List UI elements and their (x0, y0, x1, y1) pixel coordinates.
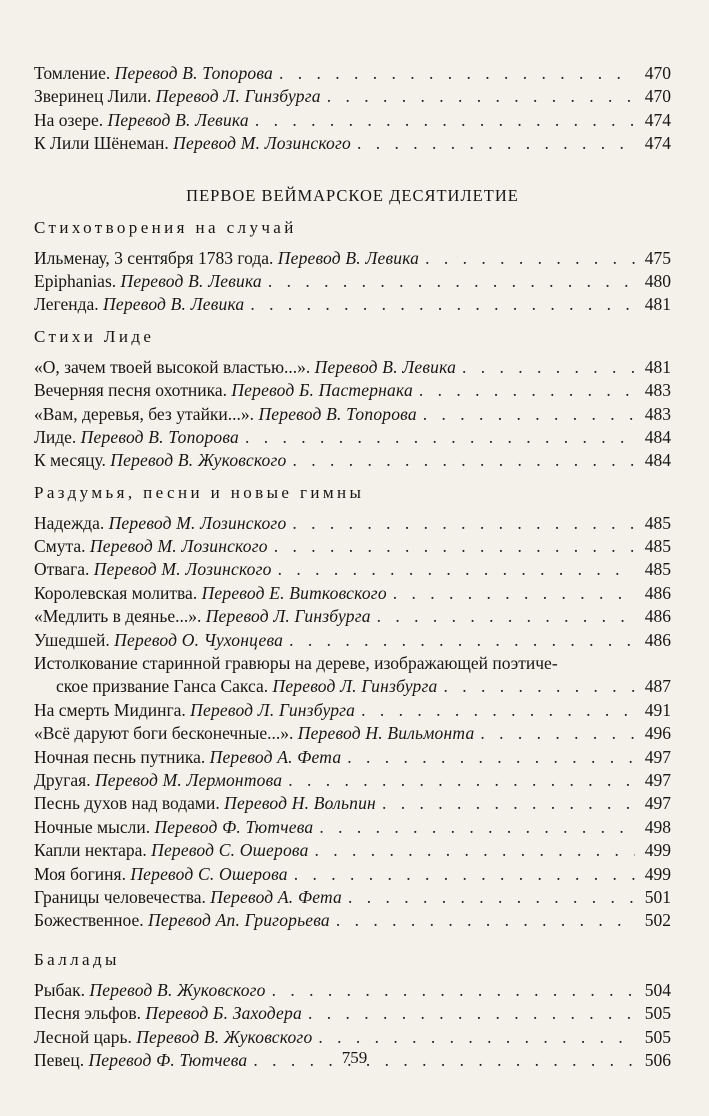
entry-page-number: 497 (644, 769, 671, 790)
section-heading: Стихотворения на случай (34, 217, 297, 237)
dot-leader (308, 1002, 635, 1025)
dot-leader (288, 769, 635, 792)
entry-page-number: 484 (644, 426, 671, 447)
dot-leader (279, 62, 635, 85)
toc-entry (34, 1002, 671, 1025)
entry-translator: Перевод Б. Заходера (145, 1003, 302, 1024)
entry-title: Отвага. (34, 559, 90, 580)
toc-entry (34, 839, 671, 862)
entry-translator: Перевод Л. Гинзбурга (205, 606, 371, 627)
dot-leader (294, 863, 635, 886)
dot-leader (292, 449, 635, 472)
section-heading: Раздумья, песни и новые гимны (34, 482, 365, 502)
dot-leader (250, 293, 635, 316)
entry-page-number: 502 (644, 910, 671, 931)
entry-translator: Перевод Л. Гинзбурга (190, 699, 356, 720)
toc-entry (34, 270, 671, 293)
dot-leader (318, 1026, 635, 1049)
entry-title: «Всё даруют боги бесконечные...». (34, 723, 294, 744)
toc-entry (34, 132, 671, 155)
toc-entry (34, 979, 671, 1002)
entry-translator: Перевод О. Чухонцева (114, 629, 284, 650)
dot-leader (382, 792, 635, 815)
dot-leader (419, 379, 635, 402)
entry-title-line1: Истолкование старинной гравюры на дереве, изображающей поэтиче- (34, 653, 558, 674)
dot-leader (315, 839, 635, 862)
entry-page-number: 485 (644, 559, 671, 580)
entry-title: «О, зачем твоей высокой властью...». (34, 356, 311, 377)
toc-entry-list-top (34, 62, 671, 156)
page-number: 759 (341, 1048, 368, 1067)
part-title: ПЕРВОЕ ВЕЙМАРСКОЕ ДЕСЯТИЛЕТИЕ (186, 185, 519, 205)
toc-entry (34, 863, 671, 886)
entry-translator: Перевод А. Фета (209, 746, 342, 767)
entry-page-number: 505 (644, 1026, 671, 1047)
dot-leader (347, 746, 635, 769)
entry-title: ское призвание Ганса Сакса. (56, 676, 269, 697)
entry-translator: Перевод Е. Витковского (201, 582, 387, 603)
toc-entry (34, 62, 671, 85)
entry-page-number: 483 (644, 380, 671, 401)
dot-leader (361, 699, 635, 722)
entry-title: Певец. (34, 1049, 85, 1070)
entry-translator: Перевод В. Жуковского (136, 1026, 313, 1047)
toc-entry (34, 247, 671, 270)
entry-title: Ночные мысли. (34, 816, 151, 837)
entry-title: Epiphanias. (34, 270, 117, 291)
entry-page-number: 475 (644, 247, 671, 268)
entry-title: Песнь духов над водами. (34, 793, 220, 814)
toc-entry-long-line1 (34, 652, 671, 675)
toc-entry (34, 535, 671, 558)
entry-translator: Перевод В. Топорова (114, 63, 273, 83)
dot-leader (480, 722, 635, 745)
entry-page-number: 486 (644, 606, 671, 627)
toc-entry (34, 512, 671, 535)
entry-translator: Перевод В. Левика (120, 270, 262, 291)
dot-leader (274, 535, 635, 558)
dot-leader (377, 605, 635, 628)
entry-page-number: 491 (644, 699, 671, 720)
toc-entry (34, 769, 671, 792)
dot-leader (255, 109, 635, 132)
entry-translator: Перевод Б. Пастернака (231, 380, 413, 401)
toc-entry (34, 109, 671, 132)
entry-title: Королевская молитва. (34, 582, 198, 603)
dot-leader (245, 426, 635, 449)
entry-page-number: 485 (644, 536, 671, 557)
dot-leader (272, 979, 635, 1002)
dot-leader (423, 403, 635, 426)
entry-translator: Перевод В. Левика (277, 247, 420, 268)
dot-leader (327, 85, 635, 108)
dot-leader (348, 886, 635, 909)
dot-leader (393, 582, 635, 605)
dot-leader (289, 629, 635, 652)
entry-title: Надежда. (34, 512, 105, 533)
toc-entry (34, 449, 671, 472)
entry-title: «Вам, деревья, без утайки...». (34, 403, 255, 424)
entry-page-number: 481 (644, 294, 671, 315)
entry-title: Ильменау, 3 сентября 1783 года. (34, 247, 274, 268)
toc-entry (34, 909, 671, 932)
entry-title: Зверинец Лили. (34, 86, 152, 107)
dot-leader (319, 816, 635, 839)
entry-page-number: 481 (644, 356, 671, 377)
entry-translator: Перевод М. Лозинского (93, 559, 272, 580)
toc-entry (34, 558, 671, 581)
entry-title: Ночная песнь путника. (34, 746, 206, 767)
entry-title: К месяцу. (34, 450, 106, 471)
entry-page-number: 506 (644, 1049, 671, 1070)
entry-page-number: 484 (644, 450, 671, 471)
entry-page-number: 480 (644, 270, 671, 291)
toc-entry (34, 293, 671, 316)
entry-translator: Перевод М. Лермонтова (94, 769, 283, 790)
toc-entry (34, 426, 671, 449)
toc-entry (34, 816, 671, 839)
entry-translator: Перевод В. Топорова (258, 403, 417, 424)
entry-page-number: 485 (644, 512, 671, 533)
toc-entry (34, 85, 671, 108)
dot-leader (278, 558, 635, 581)
toc-entry (34, 403, 671, 426)
toc-entry (34, 356, 671, 379)
entry-title: Вечерняя песня охотника. (34, 380, 227, 401)
entry-translator: Перевод Ф. Тютчева (154, 816, 314, 837)
entry-translator: Перевод В. Левика (107, 109, 249, 130)
entry-translator: Перевод В. Левика (103, 294, 245, 315)
entry-page-number: 499 (644, 863, 671, 884)
entry-page-number: 474 (644, 133, 671, 154)
dot-leader (443, 675, 635, 698)
entry-translator: Перевод Ап. Григорьева (147, 910, 330, 931)
entry-translator: Перевод С. Ошерова (151, 840, 309, 861)
entry-title: Капли нектара. (34, 840, 147, 861)
toc-entry (34, 886, 671, 909)
entry-title: Ушедшей. (34, 629, 110, 650)
entry-translator: Перевод Л. Гинзбурга (272, 676, 438, 697)
toc-entry-list (34, 356, 671, 473)
entry-page-number: 497 (644, 793, 671, 814)
toc-entry (34, 379, 671, 402)
entry-page-number: 474 (644, 109, 671, 130)
entry-title: Границы человечества. (34, 886, 206, 907)
entry-page-number: 487 (644, 676, 671, 697)
section-heading: Баллады (34, 949, 120, 969)
dot-leader (268, 270, 635, 293)
dot-leader (357, 132, 635, 155)
entry-title: Лиде. (34, 426, 77, 447)
entry-title: Божественное. (34, 910, 144, 931)
entry-title: Легенда. (34, 294, 99, 315)
entry-title: Рыбак. (34, 979, 86, 1000)
toc-entry (34, 582, 671, 605)
entry-page-number: 504 (644, 979, 671, 1000)
toc-entry (34, 792, 671, 815)
entry-title: Песня эльфов. (34, 1003, 142, 1024)
entry-translator: Перевод А. Фета (210, 886, 342, 907)
entry-page-number: 470 (644, 63, 671, 83)
toc-entry (34, 722, 671, 745)
toc-entry-list (34, 247, 671, 317)
entry-page-number: 498 (644, 816, 671, 837)
entry-page-number: 497 (644, 746, 671, 767)
entry-translator: Перевод М. Лозинского (89, 536, 268, 557)
entry-translator: Перевод М. Лозинского (108, 512, 287, 533)
entry-page-number: 470 (644, 86, 671, 107)
toc-entry (34, 1026, 671, 1049)
toc-entry-long-line2 (34, 675, 671, 698)
toc-entry (34, 605, 671, 628)
entry-translator: Перевод Н. Вольпин (224, 793, 376, 814)
entry-title: Другая. (34, 769, 91, 790)
dot-leader (462, 356, 635, 379)
dot-leader (425, 247, 635, 270)
entry-title: К Лили Шёнеман. (34, 133, 169, 154)
dot-leader (336, 909, 635, 932)
toc-entry (34, 629, 671, 652)
entry-translator: Перевод Н. Вильмонта (297, 723, 475, 744)
entry-page-number: 496 (644, 723, 671, 744)
entry-translator: Перевод Ф. Тютчева (88, 1049, 248, 1070)
entry-title: Смута. (34, 536, 86, 557)
entry-page-number: 505 (644, 1003, 671, 1024)
entry-title: «Медлить в деянье...». (34, 606, 202, 627)
dot-leader (292, 512, 635, 535)
toc-entry-list (34, 512, 671, 933)
entry-title: На озере. (34, 109, 104, 130)
toc-entry (34, 746, 671, 769)
entry-translator: Перевод В. Жуковского (89, 979, 266, 1000)
entry-page-number: 486 (644, 582, 671, 603)
toc-page (34, 62, 671, 1072)
toc-entry (34, 699, 671, 722)
entry-translator: Перевод В. Топорова (80, 426, 240, 447)
entry-title: Томление. (34, 63, 111, 83)
entry-translator: Перевод С. Ошерова (130, 863, 288, 884)
entry-translator: Перевод В. Жуковского (110, 450, 287, 471)
entry-title: Моя богиня. (34, 863, 126, 884)
entry-translator: Перевод Л. Гинзбурга (155, 86, 321, 107)
entry-title: На смерть Мидинга. (34, 699, 186, 720)
entry-translator: Перевод М. Лозинского (173, 133, 351, 154)
entry-page-number: 499 (644, 840, 671, 861)
section-heading: Стихи Лиде (34, 326, 155, 346)
entry-page-number: 486 (644, 629, 671, 650)
entry-page-number: 501 (644, 886, 671, 907)
entry-page-number: 483 (644, 403, 671, 424)
entry-title: Лесной царь. (34, 1026, 132, 1047)
entry-translator: Перевод В. Левика (314, 356, 457, 377)
